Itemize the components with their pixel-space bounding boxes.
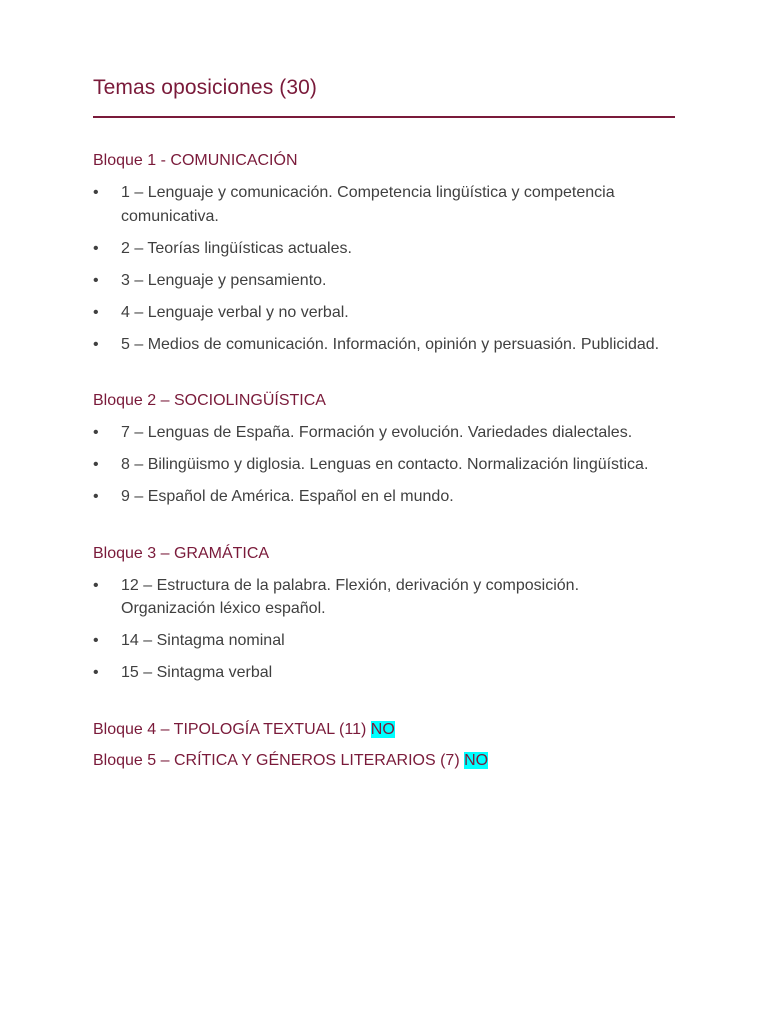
topic-text: 8 – Bilingüismo y diglosia. Lenguas en contacto. Normalización lingüística.: [121, 456, 649, 473]
topic-text: 15 – Sintagma verbal: [121, 664, 273, 681]
block-gramatica: [93, 543, 675, 685]
topic-text: 1 – Lenguaje y comunicación. Competencia lingüística y competencia comunicativa.: [121, 184, 615, 225]
bullet-icon: •: [93, 424, 99, 441]
block-comunicacion: [93, 150, 675, 356]
topic-text: 7 – Lenguas de España. Formación y evolución. Variedades dialectales.: [121, 424, 633, 441]
topic-text: 2 – Teorías lingüísticas actuales.: [121, 239, 352, 257]
topic-text: 4 – Lenguaje verbal y no verbal.: [121, 303, 349, 321]
bullet-icon: •: [93, 303, 99, 321]
block-heading: Bloque 1 - COMUNICACIÓN: [93, 152, 298, 169]
topic-list: [93, 421, 675, 509]
list-item: [93, 269, 675, 293]
list-item: [93, 629, 675, 653]
document-title: Temas oposiciones (30): [93, 76, 317, 99]
bullet-icon: •: [93, 456, 99, 473]
bullet-icon: •: [93, 576, 99, 594]
block-heading-critica: [93, 750, 675, 772]
highlight-mark: NO: [370, 720, 395, 738]
block-excluded: [93, 719, 675, 772]
block-heading: Bloque 2 – SOCIOLINGÜÍSTICA: [93, 392, 326, 409]
list-item: [93, 453, 675, 477]
list-item: [93, 574, 675, 621]
bullet-icon: •: [93, 664, 99, 681]
list-item: [93, 485, 675, 509]
bullet-icon: •: [93, 271, 99, 289]
block-heading-text: Bloque 4 – TIPOLOGÍA TEXTUAL (11): [93, 720, 367, 738]
list-item: [93, 421, 675, 445]
topic-text: 3 – Lenguaje y pensamiento.: [121, 271, 327, 289]
bullet-icon: •: [93, 632, 99, 649]
block-heading: Bloque 3 – GRAMÁTICA: [93, 544, 270, 562]
topic-text: 12 – Estructura de la palabra. Flexión, derivación y composición. Organización léxico español.: [121, 576, 580, 617]
topic-list: [93, 574, 675, 685]
list-item: [93, 181, 675, 228]
topic-text: 14 – Sintagma nominal: [121, 632, 285, 649]
bullet-icon: •: [93, 184, 99, 201]
bullet-icon: •: [93, 239, 99, 257]
highlight-mark: NO: [464, 751, 489, 769]
list-item: [93, 237, 675, 261]
topic-list: [93, 181, 675, 356]
list-item: [93, 661, 675, 685]
bullet-icon: •: [93, 335, 99, 353]
bullet-icon: •: [93, 488, 99, 505]
topic-text: 5 – Medios de comunicación. Información, opinión y persuasión. Publicidad.: [121, 335, 660, 353]
topic-text: 9 – Español de América. Español en el mundo.: [121, 488, 454, 505]
list-item: [93, 333, 675, 357]
list-item: [93, 301, 675, 325]
block-heading-text: Bloque 5 – CRÍTICA Y GÉNEROS LITERARIOS (7): [93, 751, 460, 769]
block-sociolinguistica: [93, 390, 675, 509]
block-heading-tipologia: [93, 719, 675, 741]
title-divider: [93, 116, 675, 118]
